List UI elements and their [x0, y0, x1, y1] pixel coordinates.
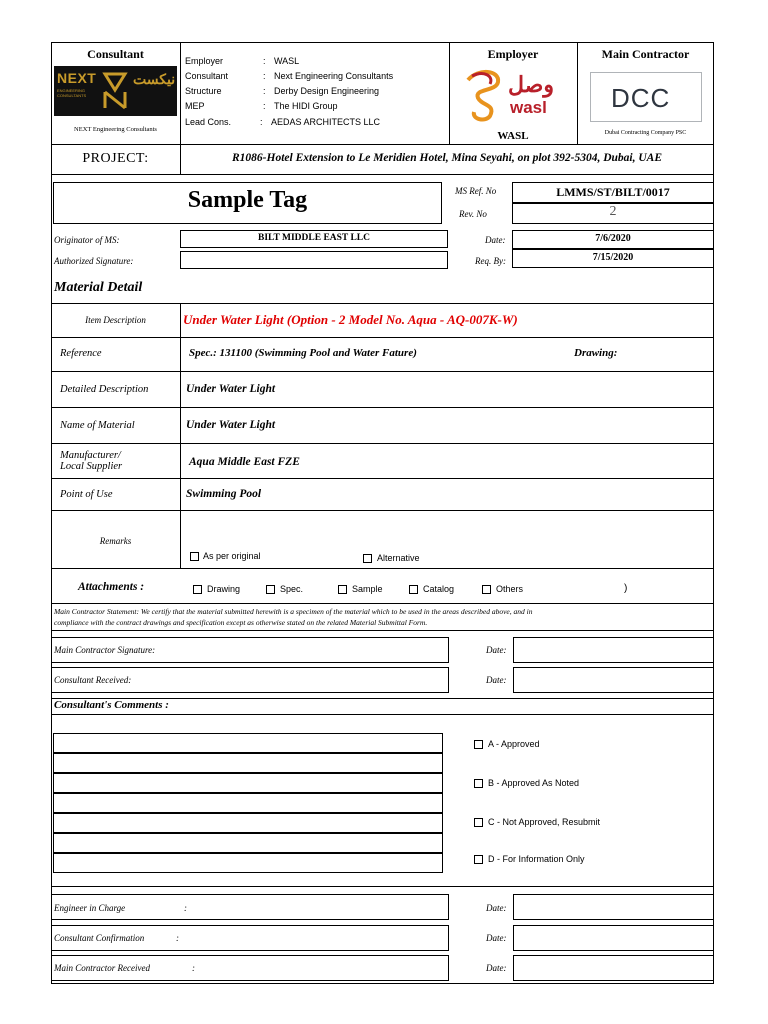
mc-received-label: Main Contractor Received: [54, 963, 150, 973]
next-logo: [54, 66, 177, 116]
party-employer-name: WASL: [274, 56, 300, 66]
contractor-title: Main Contractor: [601, 47, 690, 61]
attach-others-checkbox[interactable]: [482, 585, 491, 594]
date-label: Date:: [485, 235, 506, 245]
comment-line-3[interactable]: [53, 773, 443, 793]
rev-label: Rev. No: [459, 209, 487, 219]
wasl-logo: [458, 64, 568, 126]
item-desc-value: Under Water Light (Option - 2 Model No. Aqua - AQ-007K-W): [183, 312, 518, 327]
attachments-label: Attachments :: [78, 581, 145, 593]
mc-signature-label: Main Contractor Signature:: [54, 645, 156, 655]
consultant-caption: NEXT Engineering Consultants: [74, 126, 157, 133]
auth-sig-field[interactable]: [180, 251, 448, 269]
project-label: PROJECT:: [82, 151, 149, 166]
manufacturer-label-1: Manufacturer/: [60, 450, 121, 461]
detailed-desc-label: Detailed Description: [60, 384, 149, 395]
party-structure-name: Derby Design Engineering: [274, 86, 380, 96]
item-desc-label: Item Description: [85, 315, 146, 325]
consultant-received-date-label: Date:: [486, 675, 507, 685]
sample-tag-title: Sample Tag: [187, 187, 308, 213]
remark-alternative-checkbox[interactable]: [363, 554, 372, 563]
date-value: 7/6/2020: [595, 233, 631, 244]
consultant-received-label: Consultant Received:: [54, 675, 132, 685]
consultant-confirmation-label: Consultant Confirmation: [54, 933, 145, 943]
engineer-in-charge-date-field[interactable]: [513, 894, 714, 920]
comment-line-4[interactable]: [53, 793, 443, 813]
consultant-confirmation-date-label: Date:: [486, 933, 507, 943]
party-lead-role: Lead Cons.: [185, 117, 232, 127]
drawing-label: Drawing:: [574, 347, 618, 359]
comment-line-6[interactable]: [53, 833, 443, 853]
consultant-confirmation-colon: :: [176, 933, 179, 943]
party-consultant-sep: :: [263, 71, 266, 81]
auth-sig-label: Authorized Signature:: [54, 256, 134, 266]
engineer-in-charge-date-label: Date:: [486, 903, 507, 913]
originator-value: BILT MIDDLE EAST LLC: [257, 233, 371, 243]
party-mep-role: MEP: [185, 101, 205, 111]
next-logo-subtext: ENGINEERING CONSULTANTS: [57, 88, 87, 98]
party-mep-name: The HIDI Group: [274, 101, 338, 111]
party-lead-sep: :: [260, 117, 263, 127]
remark-alternative-label: Alternative: [377, 553, 420, 563]
employer-title: Employer: [487, 47, 539, 61]
rev-value: 2: [609, 204, 617, 219]
engineer-in-charge-label: Engineer in Charge: [54, 903, 126, 913]
comment-line-5[interactable]: [53, 813, 443, 833]
consultant-comments-title: Consultant's Comments :: [54, 699, 169, 711]
wasl-logo-arabic: وصل: [508, 72, 554, 97]
remark-as-per-original-label: As per original: [203, 551, 261, 561]
ms-ref-value: LMMS/ST/BILT/0017: [556, 185, 670, 199]
req-by-value: 7/15/2020: [592, 252, 634, 263]
comment-line-7[interactable]: [53, 853, 443, 873]
req-by-label: Req. By:: [475, 256, 506, 266]
manufacturer-value: Aqua Middle East FZE: [189, 456, 300, 468]
party-employer-role: Employer: [185, 56, 224, 66]
consultant-received-field[interactable]: [51, 667, 449, 693]
attach-others-label: Others: [496, 584, 524, 594]
dcc-logo: [590, 72, 702, 122]
approval-b-label: B - Approved As Noted: [488, 778, 580, 788]
approval-a-label: A - Approved: [488, 739, 540, 749]
approval-d-checkbox[interactable]: [474, 855, 483, 864]
mc-statement-line1: Main Contractor Statement: We certify that the material submitted herewith is a specimen of the material which to be used in the areas described above, and in: [54, 607, 533, 616]
approval-c-checkbox[interactable]: [474, 818, 483, 827]
mc-statement-line2: compliance with the contract drawings and specification except as otherwise stated on the related Material Submittal Form.: [54, 618, 428, 627]
dcc-logo-text: DCC: [611, 83, 671, 113]
manufacturer-label-2: Local Supplier: [60, 461, 123, 472]
party-employer-sep: :: [263, 56, 266, 66]
mc-received-date-label: Date:: [486, 963, 507, 973]
material-name-label: Name of Material: [60, 420, 135, 431]
attach-drawing-checkbox[interactable]: [193, 585, 202, 594]
attach-drawing-label: Drawing: [207, 584, 241, 594]
next-logo-text: NEXT: [57, 70, 97, 86]
originator-label: Originator of MS:: [54, 235, 120, 245]
party-lead-name: AEDAS ARCHITECTS LLC: [271, 117, 381, 127]
attach-spec-label: Spec.: [280, 584, 304, 594]
point-of-use-value: Swimming Pool: [186, 488, 262, 500]
contractor-caption: Dubai Contracting Company PSC: [604, 130, 687, 136]
point-of-use-label: Point of Use: [60, 489, 113, 500]
party-structure-role: Structure: [185, 86, 222, 96]
consultant-received-date-field[interactable]: [513, 667, 714, 693]
wasl-logo-latin: wasl: [510, 98, 547, 117]
attach-others-close-paren: ): [624, 583, 628, 594]
attach-sample-label: Sample: [352, 584, 383, 594]
party-structure-sep: :: [263, 86, 266, 96]
project-value: R1086-Hotel Extension to Le Meridien Hotel, Mina Seyahi, on plot 392-5304, Dubai, UAE: [232, 152, 662, 164]
party-consultant-name: Next Engineering Consultants: [274, 71, 394, 81]
remark-as-per-original-checkbox[interactable]: [190, 552, 199, 561]
material-name-value: Under Water Light: [186, 419, 276, 431]
mc-signature-date-field[interactable]: [513, 637, 714, 663]
party-consultant-role: Consultant: [185, 71, 229, 81]
attach-catalog-label: Catalog: [423, 584, 455, 594]
approval-b-checkbox[interactable]: [474, 779, 483, 788]
attach-catalog-checkbox[interactable]: [409, 585, 418, 594]
attach-sample-checkbox[interactable]: [338, 585, 347, 594]
reference-value: Spec.: 131100 (Swimming Pool and Water Fature): [189, 347, 417, 359]
approval-c-label: C - Not Approved, Resubmit: [488, 817, 601, 827]
engineer-in-charge-colon: :: [184, 903, 187, 913]
material-detail-title: Material Detail: [54, 280, 143, 295]
consultant-confirmation-date-field[interactable]: [513, 925, 714, 951]
party-mep-sep: :: [263, 101, 266, 111]
mc-signature-date-label: Date:: [486, 645, 507, 655]
mc-received-colon: :: [192, 963, 195, 973]
wasl-swirl-icon: [460, 66, 506, 124]
remarks-label: Remarks: [99, 536, 132, 546]
approval-a-checkbox[interactable]: [474, 740, 483, 749]
approval-d-label: D - For Information Only: [488, 854, 585, 864]
consultant-title: Consultant: [87, 47, 144, 61]
ms-ref-label: MS Ref. No: [455, 186, 497, 196]
comment-line-2[interactable]: [53, 753, 443, 773]
employer-caption: WASL: [497, 130, 529, 142]
mc-signature-field[interactable]: [51, 637, 449, 663]
comment-line-1[interactable]: [53, 733, 443, 753]
reference-label: Reference: [60, 348, 102, 359]
next-logo-arabic: نيكست: [133, 73, 176, 88]
detailed-desc-value: Under Water Light: [186, 383, 276, 395]
attach-spec-checkbox[interactable]: [266, 585, 275, 594]
next-logo-mark-icon: [101, 70, 129, 112]
mc-received-date-field[interactable]: [513, 955, 714, 981]
